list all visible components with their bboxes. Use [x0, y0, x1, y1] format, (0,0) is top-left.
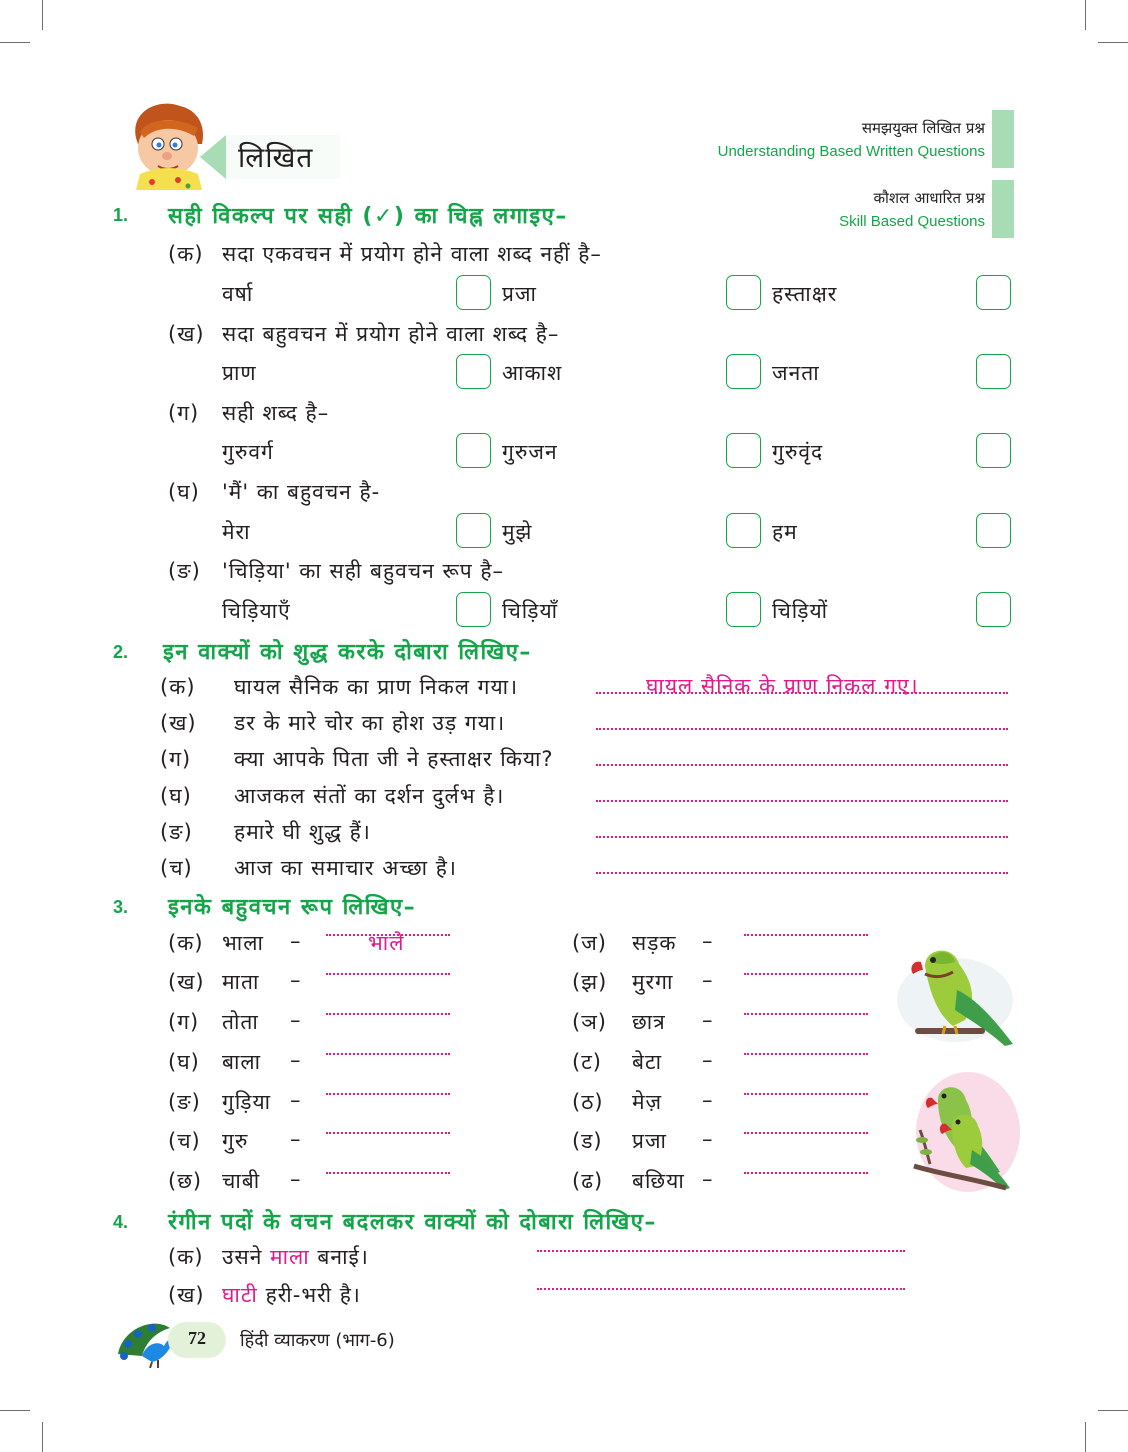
q4-highlight-word: घाटी: [222, 1283, 258, 1307]
tag1-english: Understanding Based Written Questions: [717, 143, 985, 160]
q4-sentence-after: बनाई।: [317, 1245, 369, 1269]
q3-word: सड़क: [632, 931, 677, 955]
q4-sentence: [222, 1243, 369, 1271]
q3-item-label: (ज): [572, 931, 607, 955]
q1-option: मुझे: [502, 520, 533, 544]
q2-answer-line[interactable]: [596, 872, 1008, 874]
q3-dash: –: [290, 1008, 302, 1032]
q2-title: इन वाक्यों को शुद्ध करके दोबारा लिखिए–: [163, 640, 532, 665]
q3-dash: –: [290, 1088, 302, 1112]
q3-word: प्रजा: [632, 1129, 667, 1153]
q1-checkbox[interactable]: [456, 513, 491, 548]
q4-title: रंगीन पदों के वचन बदलकर वाक्यों को दोबारा लिखिए–: [168, 1210, 657, 1235]
crop-mark: [1085, 0, 1086, 30]
q3-word: बेटा: [632, 1050, 663, 1074]
q3-word: तोता: [222, 1010, 259, 1034]
q1-checkbox[interactable]: [456, 592, 491, 627]
q2-item-label: (क): [160, 675, 196, 699]
q3-item-label: (घ): [168, 1050, 200, 1074]
q1-option: गुरुवर्ग: [222, 440, 274, 464]
q3-answer-line[interactable]: [326, 1132, 450, 1134]
q3-item-label: (क): [168, 931, 204, 955]
q3-dash: –: [702, 1088, 714, 1112]
q2-answer-line[interactable]: [596, 764, 1008, 766]
q3-answer-line[interactable]: [326, 1172, 450, 1174]
crop-mark: [1085, 1422, 1086, 1452]
q1-item-label: (घ): [168, 480, 200, 504]
q3-title: इनके बहुवचन रूप लिखिए–: [168, 895, 417, 920]
q3-answer-line[interactable]: [744, 1053, 868, 1055]
q1-option: हम: [772, 520, 798, 544]
q1-checkbox[interactable]: [726, 433, 761, 468]
q3-dash: –: [702, 1167, 714, 1191]
q1-option: चिड़ियाएँ: [222, 599, 291, 623]
q3-item-label: (छ): [168, 1169, 203, 1193]
q4-answer-line[interactable]: [537, 1288, 905, 1290]
q3-dash: –: [702, 929, 714, 953]
q1-option: गुरुजन: [502, 440, 558, 464]
q1-checkbox[interactable]: [726, 275, 761, 310]
q1-item-question: सदा एकवचन में प्रयोग होने वाला शब्द नहीं है–: [222, 242, 602, 266]
q4-item-label: (ख): [168, 1283, 205, 1307]
q3-word: गुरु: [222, 1129, 249, 1153]
q1-item-label: (ख): [168, 322, 205, 346]
q3-answer-line[interactable]: [326, 1053, 450, 1055]
tag1-hindi: समझयुक्त लिखित प्रश्न: [861, 119, 985, 137]
q3-item-label: (ग): [168, 1010, 200, 1034]
page-number: 72: [188, 1328, 206, 1348]
crop-mark: [1098, 42, 1128, 43]
q2-answer-line[interactable]: [596, 728, 1008, 730]
q3-dash: –: [290, 1127, 302, 1151]
q3-item-label: (ट): [572, 1050, 602, 1074]
q3-answer-line[interactable]: [744, 1093, 868, 1095]
q2-answer-line[interactable]: [596, 836, 1008, 838]
q3-dash: –: [290, 1167, 302, 1191]
q1-item-question: 'मैं' का बहुवचन है-: [222, 480, 381, 504]
q2-sentence: आजकल संतों का दर्शन दुर्लभ है।: [234, 784, 505, 808]
q1-checkbox[interactable]: [976, 433, 1011, 468]
q3-answer-line[interactable]: [744, 1132, 868, 1134]
q3-word: छात्र: [632, 1010, 666, 1034]
crop-mark: [42, 1422, 43, 1452]
q1-option: प्रजा: [502, 282, 537, 306]
q2-sentence: घायल सैनिक का प्राण निकल गया।: [234, 675, 519, 699]
crop-mark: [0, 1410, 30, 1411]
crop-mark: [0, 42, 30, 43]
parrots-on-branch-illustration: [910, 1070, 1020, 1198]
q1-option: प्राण: [222, 361, 257, 385]
q1-checkbox[interactable]: [456, 354, 491, 389]
q3-word: बाला: [222, 1050, 262, 1074]
q1-checkbox[interactable]: [456, 275, 491, 310]
q3-answer-line[interactable]: [326, 1093, 450, 1095]
q3-answer-line[interactable]: [744, 934, 868, 936]
q3-item-label: (ढ): [572, 1169, 604, 1193]
q3-dash: –: [702, 968, 714, 992]
q2-sentence: डर के मारे चोर का होश उड़ गया।: [234, 711, 506, 735]
q3-dash: –: [702, 1008, 714, 1032]
q3-item-label: (ञ): [572, 1010, 607, 1034]
q1-option: चिड़ियों: [772, 599, 829, 623]
q1-checkbox[interactable]: [976, 513, 1011, 548]
q3-item-label: (च): [168, 1129, 201, 1153]
q2-item-label: (ख): [160, 711, 197, 735]
q1-option: चिड़ियाँ: [502, 599, 559, 623]
q1-checkbox[interactable]: [976, 592, 1011, 627]
q3-word: गुड़िया: [222, 1090, 272, 1114]
q1-option: आकाश: [502, 361, 563, 385]
q1-item-label: (क): [168, 242, 204, 266]
tag2-bar: [992, 180, 1014, 238]
q1-checkbox[interactable]: [976, 275, 1011, 310]
q1-item-label: (ग): [168, 401, 200, 425]
q1-title: सही विकल्प पर सही (✓) का चिह्न लगाइए–: [168, 204, 568, 229]
q4-highlight-word: माला: [270, 1245, 310, 1269]
q4-sentence-after: हरी-भरी है।: [265, 1283, 361, 1307]
q3-answer-line[interactable]: [326, 1013, 450, 1015]
q3-answer-line[interactable]: [326, 973, 450, 975]
q3-word: मेज़: [632, 1090, 663, 1114]
q2-item-label: (च): [160, 856, 193, 880]
parrot-illustration: [895, 930, 1025, 1050]
q2-number: 2.: [113, 642, 129, 662]
q1-option: हस्ताक्षर: [772, 282, 838, 306]
q4-sentence-before: उसने: [222, 1245, 263, 1269]
q3-item-label: (ड): [572, 1129, 603, 1153]
book-title: हिंदी व्याकरण (भाग-6): [240, 1330, 395, 1351]
q1-checkbox[interactable]: [726, 592, 761, 627]
q3-word: बछिया: [632, 1169, 685, 1193]
q1-item-question: सदा बहुवचन में प्रयोग होने वाला शब्द है–: [222, 322, 560, 346]
q1-item-question: सही शब्द है–: [222, 401, 330, 425]
q2-item-label: (ङ): [160, 820, 193, 844]
tag2-english: Skill Based Questions: [839, 213, 985, 230]
q2-item-label: (घ): [160, 784, 192, 808]
q1-option: वर्षा: [222, 282, 254, 306]
q2-sentence: क्या आपके पिता जी ने हस्ताक्षर किया?: [234, 747, 554, 771]
crop-mark: [1098, 1410, 1128, 1411]
q4-number: 4.: [113, 1212, 129, 1232]
q2-sentence: हमारे घी शुद्ध हैं।: [234, 820, 371, 844]
q3-answer-line[interactable]: [744, 1013, 868, 1015]
q1-item-label: (ङ): [168, 559, 201, 583]
q1-checkbox[interactable]: [456, 433, 491, 468]
q3-item-label: (ठ): [572, 1090, 604, 1114]
q3-answer-line[interactable]: [744, 973, 868, 975]
q1-checkbox[interactable]: [726, 513, 761, 548]
q2-item-label: (ग): [160, 747, 192, 771]
q4-item-label: (क): [168, 1245, 204, 1269]
q3-word: चाबी: [222, 1169, 261, 1193]
crop-mark: [42, 0, 43, 30]
q3-answer-line[interactable]: [744, 1172, 868, 1174]
q2-answer-text: घायल सैनिक के प्राण निकल गए।: [646, 674, 919, 698]
q3-dash: –: [702, 1127, 714, 1151]
q3-item-label: (ङ): [168, 1090, 201, 1114]
q3-word: भाला: [222, 931, 264, 955]
q3-word: माता: [222, 970, 260, 994]
tag2-hindi: कौशल आधारित प्रश्न: [873, 189, 985, 207]
tag1-bar: [992, 110, 1014, 168]
q3-dash: –: [290, 968, 302, 992]
q3-answer-text: भाले: [368, 931, 405, 955]
q3-word: मुरगा: [632, 970, 674, 994]
q3-dash: –: [702, 1048, 714, 1072]
q3-dash: –: [290, 1048, 302, 1072]
q3-number: 3.: [113, 897, 129, 917]
q1-number: 1.: [113, 205, 129, 225]
q1-item-question: 'चिड़िया' का सही बहुवचन रूप है–: [222, 559, 505, 583]
q2-sentence: आज का समाचार अच्छा है।: [234, 856, 457, 880]
q3-item-label: (ख): [168, 970, 205, 994]
q1-option: गुरुवृंद: [772, 440, 824, 464]
q4-answer-line[interactable]: [537, 1250, 905, 1252]
q3-item-label: (झ): [572, 970, 608, 994]
q1-checkbox[interactable]: [976, 354, 1011, 389]
q1-option: मेरा: [222, 520, 251, 544]
q4-sentence: [222, 1281, 361, 1309]
q2-answer-line[interactable]: [596, 800, 1008, 802]
written-badge-label: लिखित: [238, 141, 314, 174]
q1-checkbox[interactable]: [726, 354, 761, 389]
q3-dash: –: [290, 929, 302, 953]
q1-option: जनता: [772, 361, 820, 385]
